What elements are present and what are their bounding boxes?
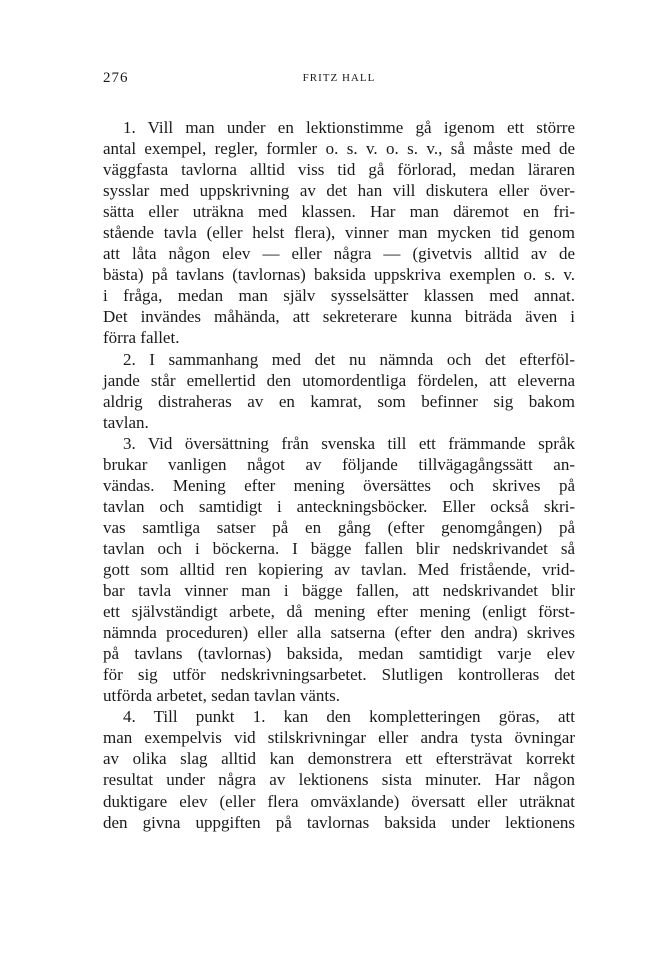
text-line: förra fallet. xyxy=(103,328,180,348)
text-line: för sig utför nedskrivningsarbetet. Slutligen kontrolleras det xyxy=(103,665,575,685)
text-line: nämnda proceduren) eller alla satserna (efter den andra) skrives xyxy=(103,623,575,643)
text-line: 3. Vid översättning från svenska till ett främmande språk xyxy=(123,433,575,453)
running-title: FRITZ HALL xyxy=(302,72,376,84)
body-text xyxy=(103,117,575,833)
text-line: duktigare elev (eller flera omväxlande) översatt eller uträknat xyxy=(103,791,575,811)
text-line: aldrig distraheras av en kamrat, som befinner sig bakom xyxy=(103,391,575,411)
text-line: ett självständigt arbete, då mening efter mening (enligt först- xyxy=(103,602,575,622)
text-line: 4. Till punkt 1. kan den kompletteringen göras, att xyxy=(123,707,575,727)
text-line: vas samtliga satser på en gång (efter genomgången) på xyxy=(103,517,575,537)
text-line: vändas. Mening efter mening översättes och skrives på xyxy=(103,475,575,495)
paragraph-3 xyxy=(103,433,575,707)
text-line: tavlan och samtidigt i anteckningsböcker. Eller också skri- xyxy=(103,496,575,516)
text-line: brukar vanligen något av följande tillvägagångssätt an- xyxy=(103,454,575,474)
paragraph-2 xyxy=(103,349,575,433)
paragraph-1 xyxy=(103,117,575,349)
text-line: gott som alltid ren kopiering av tavlan. Med fristående, vrid- xyxy=(103,559,575,579)
text-line: i fråga, medan man själv sysselsätter klassen med annat. xyxy=(103,286,575,306)
text-line: 1. Vill man under en lektionstimme gå igenom ett större xyxy=(123,118,575,137)
text-line: sysslar med uppskrivning av det han vill diskutera eller över- xyxy=(103,181,575,201)
text-line: väggfasta tavlorna alltid viss tid gå förlorad, medan läraren xyxy=(103,160,575,180)
text-line: man exempelvis vid stilskrivningar eller andra tysta övningar xyxy=(103,728,575,748)
text-line: bar tavla vinner man i bägge fallen, att nedskrivandet blir xyxy=(103,581,575,601)
text-line: utförda arbetet, sedan tavlan vänts. xyxy=(103,686,340,706)
page-header xyxy=(103,70,575,90)
text-line: tavlan och i böckerna. I bägge fallen blir nedskrivandet så xyxy=(103,538,575,558)
text-line: den givna uppgiften på tavlornas baksida under lektionens xyxy=(103,812,575,832)
text-line: bästa) på tavlans (tavlornas) baksida uppskriva exemplen o. s. v. xyxy=(103,265,575,285)
text-line: av olika slag alltid kan demonstrera ett eftersträvat korrekt xyxy=(103,749,575,769)
page-number: 276 xyxy=(103,70,129,86)
text-line: att låta någon elev — eller några — (givetvis alltid av de xyxy=(103,244,575,264)
paragraph-4 xyxy=(103,706,575,832)
text-line: 2. I sammanhang med det nu nämnda och det efterföl- xyxy=(123,349,575,369)
text-line: resultat under några av lektionens sista minuter. Har någon xyxy=(103,770,575,790)
text-line: sätta eller uträkna med klassen. Har man däremot en fri- xyxy=(103,202,575,222)
text-line: stående tavla (eller helst flera), vinner man mycken tid genom xyxy=(103,223,575,243)
text-line: på tavlans (tavlornas) baksida, medan samtidigt varje elev xyxy=(103,644,575,664)
text-line: jande står emellertid den utomordentliga fördelen, att eleverna xyxy=(103,370,575,390)
text-line: antal exempel, regler, formler o. s. v. o. s. v., så måste med de xyxy=(103,139,575,159)
text-line: tavlan. xyxy=(103,412,149,432)
text-line: Det invändes måhända, att sekreterare kunna biträda även i xyxy=(103,307,575,327)
